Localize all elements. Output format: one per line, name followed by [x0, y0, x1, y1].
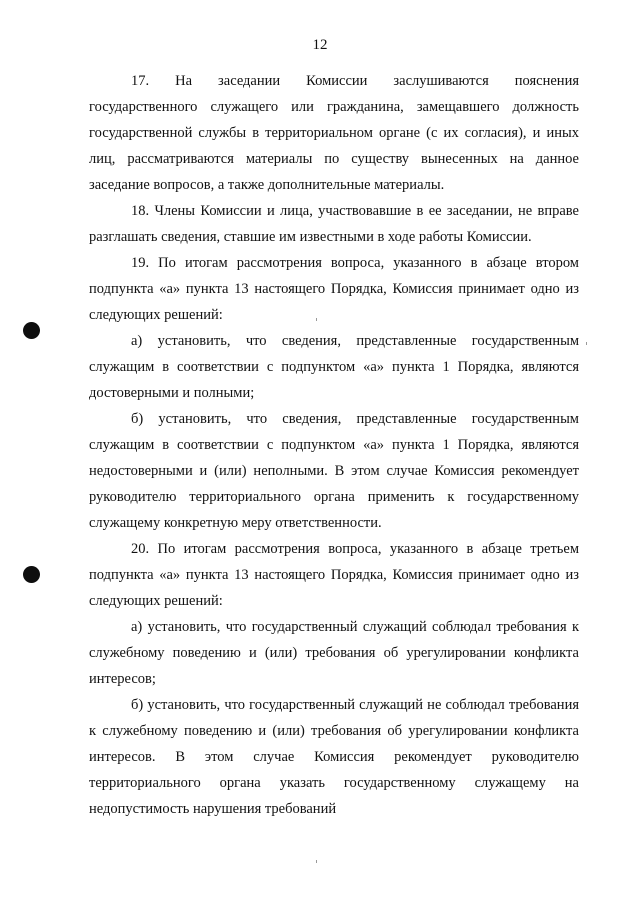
paragraph-20-a: а) установить, что государственный служащий соблюдал требования к служебному поведению и (или) требования об урегулировании конфликта интересов; — [89, 619, 579, 687]
paragraph-19-a: а) установить, что сведения, представленные государственным служащим в соответствии с подпунктом «а» пункта 1 Порядка, являются достоверными и полными; — [89, 333, 579, 401]
paragraph-20: 20. По итогам рассмотрения вопроса, указанного в абзаце третьем подпункта «а» пункта 13 настоящего Порядка, Комиссия принимает одно из следующих решений: — [89, 541, 579, 609]
document-body — [89, 68, 579, 822]
paragraph-17: 17. На заседании Комиссии заслушиваются пояснения государственного служащего или гражданина, замещавшего должность государственной службы в территориальном органе (с их согласия), и иных лиц, рассматриваются материалы по существу вынесенных на данное заседание вопросов, а также дополнительные материалы. — [89, 73, 579, 193]
punch-hole — [23, 566, 40, 583]
scan-speck — [316, 860, 317, 863]
page-number: 12 — [312, 37, 328, 53]
scan-speck — [586, 342, 587, 345]
paragraph-18: 18. Члены Комиссии и лица, участвовавшие в ее заседании, не вправе разглашать сведения, ставшие им известными в ходе работы Комиссии. — [89, 203, 579, 245]
punch-hole — [23, 322, 40, 339]
paragraph-19-b: б) установить, что сведения, представленные государственным служащим в соответствии с подпунктом «а» пункта 1 Порядка, являются недостоверными и (или) неполными. В этом случае Комиссия рекомендует руководителю территориального органа применить к государственному служащему конкретную меру ответственности. — [89, 411, 579, 531]
paragraph-19: 19. По итогам рассмотрения вопроса, указанного в абзаце втором подпункта «а» пункта 13 настоящего Порядка, Комиссия принимает одно из следующих решений: — [89, 255, 579, 323]
paragraph-20-b: б) установить, что государственный служащий не соблюдал требования к служебному поведению и (или) требования об урегулировании конфликта интересов. В этом случае Комиссия рекомендует руководителю территориального органа указать государственному служащему на недопустимость нарушения требований — [89, 697, 579, 817]
